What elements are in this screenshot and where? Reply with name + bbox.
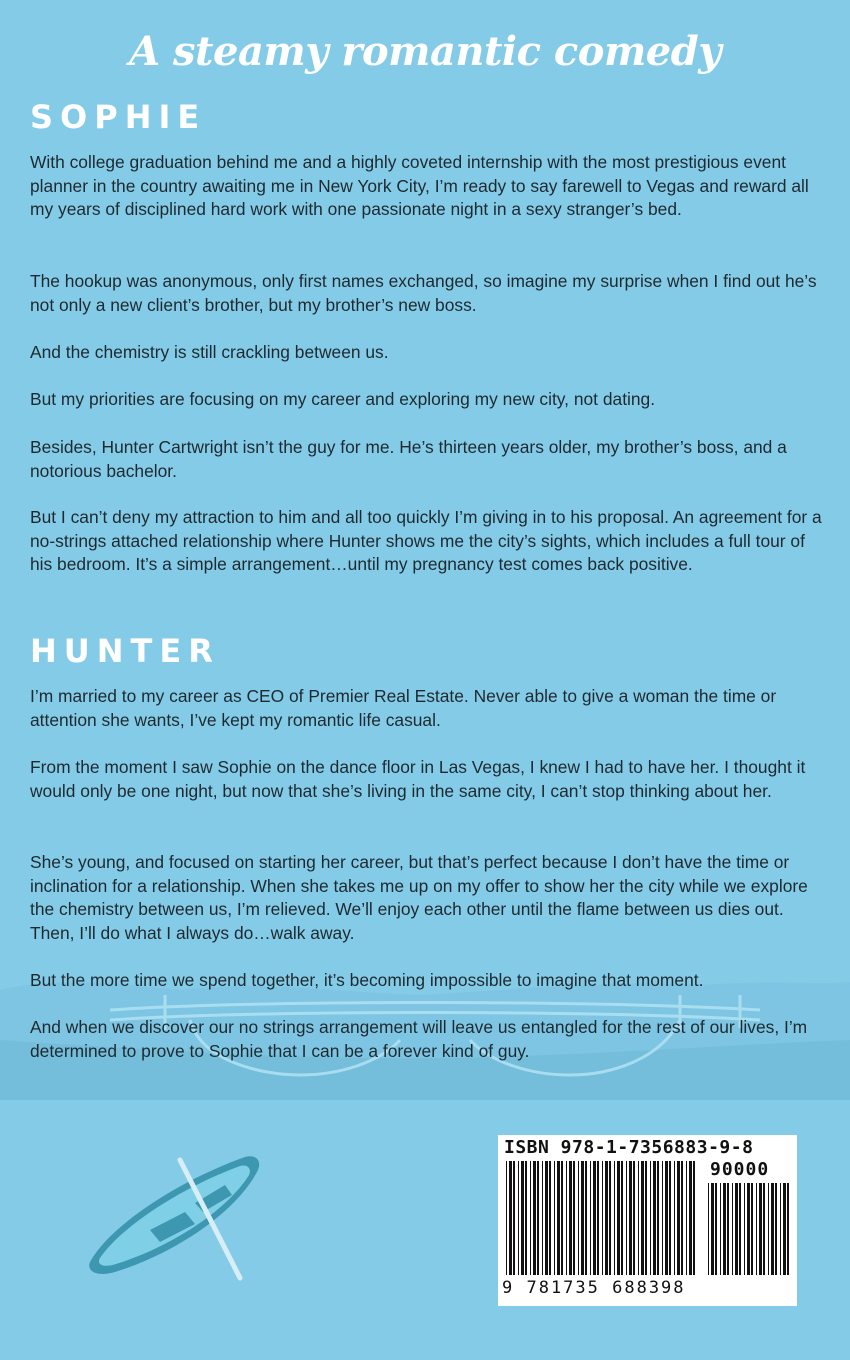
barcode-bar	[629, 1161, 632, 1275]
barcode-bar	[735, 1183, 738, 1275]
barcode-bar	[581, 1161, 584, 1275]
sophie-paragraph: But I can’t deny my attraction to him and all too quickly I’m giving in to his proposal. An agreement for a no-strings attached relationship where Hunter shows me the city’s sights, which includes a full tour of his bedroom. It’s a simple arrangement…until my pregnancy test comes back positive.	[30, 507, 822, 575]
barcode-bar	[727, 1183, 729, 1275]
barcode-bar	[513, 1161, 515, 1275]
barcode-bar	[711, 1183, 714, 1275]
barcode-bar	[662, 1161, 663, 1275]
barcode-bar	[633, 1161, 635, 1275]
barcode-bar	[593, 1161, 596, 1275]
barcode-bar	[569, 1161, 572, 1275]
barcode-bar	[747, 1183, 750, 1275]
barcode-bar	[545, 1161, 548, 1275]
barcode-bar	[689, 1161, 692, 1275]
barcode-bar	[645, 1161, 647, 1275]
barcode-bar	[768, 1183, 769, 1275]
hunter-paragraph: But the more time we spend together, it’s becoming impossible to imagine that moment.	[30, 970, 704, 990]
barcode-bar	[561, 1161, 563, 1275]
barcode-bar	[597, 1161, 599, 1275]
barcode-bar	[715, 1183, 717, 1275]
barcode-bar	[614, 1161, 615, 1275]
sophie-paragraph: Besides, Hunter Cartwright isn’t the guy for me. He’s thirteen years older, my brother’s boss, and a notorious bachelor.	[30, 437, 787, 481]
barcode-bar	[566, 1161, 567, 1275]
barcode-bar	[638, 1161, 639, 1275]
barcode-bar	[521, 1161, 524, 1275]
barcode-bar	[686, 1161, 687, 1275]
barcode-bar	[533, 1161, 536, 1275]
barcode-bar	[509, 1161, 512, 1275]
rowboat-illustration	[89, 1156, 259, 1278]
hunter-paragraph: She’s young, and focused on starting her career, but that’s perfect because I don’t have the time or inclination for a relationship. When she takes me up on my offer to show her the city while we explore the chemistry between us, I’m relieved. We’ll enjoy each other until the flame between us dies out. Then, I’ll do what I always do…walk away.	[30, 852, 808, 943]
barcode-bar	[525, 1161, 527, 1275]
barcode-bar	[641, 1161, 644, 1275]
barcode-bar	[657, 1161, 659, 1275]
barcode-bar	[554, 1161, 555, 1275]
barcode-bar	[681, 1161, 683, 1275]
price-code: 90000	[710, 1159, 770, 1180]
barcode-bar	[775, 1183, 777, 1275]
sophie-heading: SOPHIE	[30, 98, 207, 136]
barcode-bar	[506, 1161, 507, 1275]
isbn-barcode	[498, 1135, 797, 1306]
hunter-heading: HUNTER	[30, 632, 220, 670]
barcode-bar	[530, 1161, 531, 1275]
barcode-bar	[653, 1161, 656, 1275]
tagline: A steamy romantic comedy	[129, 28, 721, 75]
barcode-bar	[677, 1161, 680, 1275]
hunter-paragraph: I’m married to my career as CEO of Premier Real Estate. Never able to give a woman the time or attention she wants, I’ve kept my romantic life casual.	[30, 686, 777, 730]
barcode-bar	[549, 1161, 551, 1275]
barcode-bar	[759, 1183, 762, 1275]
barcode-bar	[674, 1161, 675, 1275]
sophie-paragraph: And the chemistry is still crackling between us.	[30, 342, 389, 362]
barcode-bar	[621, 1161, 623, 1275]
hunter-paragraph: And when we discover our no strings arrangement will leave us entangled for the rest of our lives, I’m determined to prove to Sophie that I can be a forever kind of guy.	[30, 1017, 808, 1061]
barcode-bar	[557, 1161, 560, 1275]
barcode-bar	[708, 1183, 709, 1275]
barcode-bar	[720, 1183, 721, 1275]
barcode-bar	[537, 1161, 539, 1275]
barcode-bar	[763, 1183, 765, 1275]
barcode-bar	[739, 1183, 741, 1275]
barcode-bar	[578, 1161, 579, 1275]
hunter-paragraph: From the moment I saw Sophie on the dance floor in Las Vegas, I knew I had to have her. I thought it would only be one night, but now that she’s living in the same city, I can’t stop thinking about her.	[30, 757, 806, 801]
barcode-bar	[617, 1161, 620, 1275]
barcode-bar	[787, 1183, 789, 1275]
barcode-bar	[756, 1183, 757, 1275]
barcode-bar	[751, 1183, 753, 1275]
barcode-bar	[650, 1161, 651, 1275]
sophie-paragraph: The hookup was anonymous, only first names exchanged, so imagine my surprise when I find out he’s not only a new client’s brother, but my brother’s new boss.	[30, 271, 817, 315]
sophie-paragraph: But my priorities are focusing on my career and exploring my new city, not dating.	[30, 389, 656, 409]
barcode-bar	[783, 1183, 786, 1275]
barcode-bar	[669, 1161, 671, 1275]
barcode-bar	[732, 1183, 733, 1275]
barcode-bar	[542, 1161, 543, 1275]
barcode-bar	[665, 1161, 668, 1275]
isbn-label: ISBN 978-1-7356883-9-8	[504, 1137, 754, 1158]
barcode-bar	[573, 1161, 575, 1275]
barcode-bar	[723, 1183, 726, 1275]
barcode-bar	[518, 1161, 519, 1275]
barcode-bar	[626, 1161, 627, 1275]
barcode-bar	[590, 1161, 591, 1275]
barcode-bar	[605, 1161, 608, 1275]
barcode-bar	[780, 1183, 781, 1275]
barcode-bar	[602, 1161, 603, 1275]
barcode-bar	[609, 1161, 611, 1275]
isbn-digits: 9 781735 688398	[502, 1278, 686, 1298]
sophie-paragraph: With college graduation behind me and a highly coveted internship with the most prestigious event planner in the country awaiting me in New York City, I’m ready to say farewell to Vegas and reward all my years of disciplined hard work with one passionate night in a sexy stranger’s bed.	[30, 152, 809, 220]
barcode-bar	[585, 1161, 587, 1275]
barcode-bar	[771, 1183, 774, 1275]
barcode-bar	[693, 1161, 695, 1275]
barcode-bar	[744, 1183, 745, 1275]
